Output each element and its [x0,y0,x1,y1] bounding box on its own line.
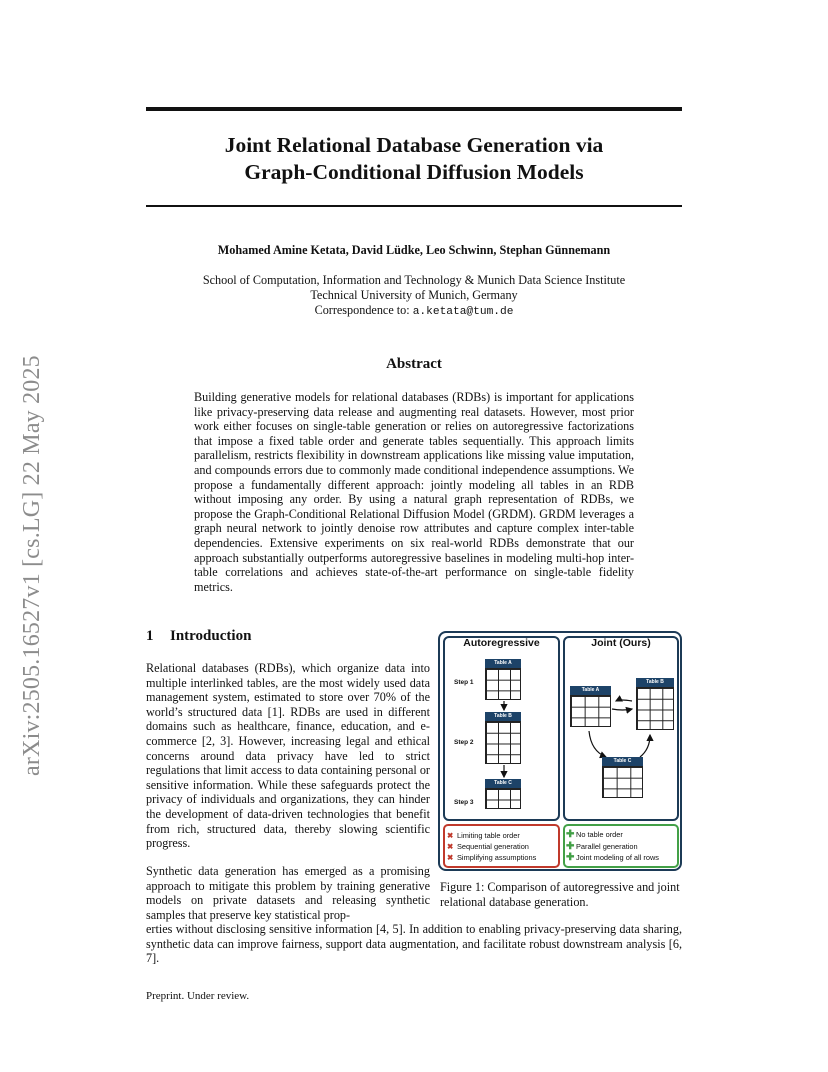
plus-icon: ✚ [566,852,575,863]
correspondence [146,303,682,320]
con-item-2 [447,842,529,851]
plus-icon: ✚ [566,841,575,852]
author-list: Mohamed Amine Ketata, David Lüdke, Leo Schwinn, Stephan Günnemann [217,243,611,257]
section-title: Introduction [170,628,252,644]
affiliation-block [146,273,682,320]
section-heading [146,628,251,645]
arxiv-identifier: arXiv:2505.16527v1 [cs.LG] 22 May 2025 [19,355,45,776]
figure-1 [438,631,682,871]
plus-icon: ✚ [566,829,575,840]
section-number: 1 [146,628,154,644]
con-item-1 [447,831,520,840]
pro-item-2 [566,841,638,852]
title-line-2: Graph-Conditional Diffusion Models [244,160,584,184]
title-line-1: Joint Relational Database Generation via [224,133,604,157]
abstract-text: Building generative models for relational databases (RDBs) is important for applications like privacy-preserving data release and augmenting real datasets. However, most prior work either focuses on single-table generation or relies on autoregressive factorizations that impose a fixed table order and generate tables sequentially. This approach limits parallelism, restricts flexibility in downstream applications like missing value imputation, and compounds errors due to commonly made conditional independence assumptions. We propose a fundamentally different approach: jointly modeling all tables in an RDB without imposing any order. By using a natural graph representation of RDBs, we propose the Graph-Conditional Relational Diffusion Model (GRDM). GRDM leverages a graph neural network to jointly denoise row attributes and capture complex inter-table dependencies. Extensive experiments on six real-world RDBs demonstrate that our approach substantially outperforms autoregressive baselines in modeling multi-hop inter-table correlations and achieves state-of-the-art performance on single-table fidelity metrics. [194,390,634,594]
joint-table-a [570,695,611,727]
arrow-joint-b-to-a [616,700,632,701]
step-1-label: Step 1 [454,679,474,686]
autoregressive-heading: Autoregressive [463,637,540,649]
affiliation-line-2: Technical University of Munich, Germany [310,288,518,302]
joint-table-c [602,766,643,798]
affiliation-line-1: School of Computation, Information and Technology & Munich Data Science Institute [202,273,626,287]
pro-item-1 [566,829,623,840]
correspondence-label: Correspondence to: [314,303,413,317]
con-text-3: Simplifying assumptions [457,853,537,862]
con-text-2: Sequential generation [457,842,529,851]
ar-table-a-label: Table A [485,659,521,668]
abstract-heading: Abstract [386,356,442,372]
ar-table-b-label: Table B [485,712,521,721]
joint-table-a-label: Table A [570,686,611,695]
joint-table-b [636,687,674,730]
cross-icon: ✖ [447,831,454,840]
pro-text-1: No table order [576,830,623,839]
intro-paragraph-1: Relational databases (RDBs), which organize data into multiple interlinked tables, are the most widely used data management system, estimated to store over 70% of the world’s structured data [1]. RDBs are used in different domains such as healthcare, finance, education, and e-commerce [2, 3]. However, increasing legal and ethical concerns around data privacy have led to strict regulations that limit access to data containing personal or sensitive information. While these safeguards protect the privacy of individuals and organizations, they can hinder the development of data-driven technologies that benefit from rich, structured data, thereby slowing scientific progress. [146,661,430,851]
intro-paragraph-2-top: Synthetic data generation has emerged as a promising approach to mitigate this problem by training generative models on private datasets and releasing synthetic samples that preserve key statistical prop- [146,864,430,922]
step-3-label: Step 3 [454,799,474,806]
ar-table-c-label: Table C [485,779,521,788]
arrow-joint-a-to-c [589,731,606,757]
footer-note: Preprint. Under review. [146,990,250,1002]
arrow-joint-a-to-b [612,709,632,710]
con-text-1: Limiting table order [457,831,520,840]
joint-table-b-label: Table B [636,678,674,687]
pro-item-3 [566,852,659,863]
correspondence-email: a.ketata@tum.de [412,306,514,318]
arrow-joint-c-to-b [640,735,650,757]
cross-icon: ✖ [447,853,454,862]
pro-text-3: Joint modeling of all rows [576,853,659,862]
title-top-rule [146,107,682,111]
figure-1-caption: Figure 1: Comparison of autoregressive and joint relational database generation. [440,880,680,909]
intro-paragraph-2-bottom: erties without disclosing sensitive information [4, 5]. In addition to enabling privacy-preserving data sharing, synthetic data can improve fairness, support data augmentation, and facilitate robust downstream analysis [6, 7]. [146,922,682,966]
joint-table-c-label: Table C [602,757,643,766]
joint-heading: Joint (Ours) [591,637,651,649]
pro-text-2: Parallel generation [576,842,638,851]
step-2-label: Step 2 [454,739,474,746]
paper-title [146,132,682,186]
cross-icon: ✖ [447,842,454,851]
title-bottom-rule [146,205,682,207]
con-item-3 [447,853,536,862]
